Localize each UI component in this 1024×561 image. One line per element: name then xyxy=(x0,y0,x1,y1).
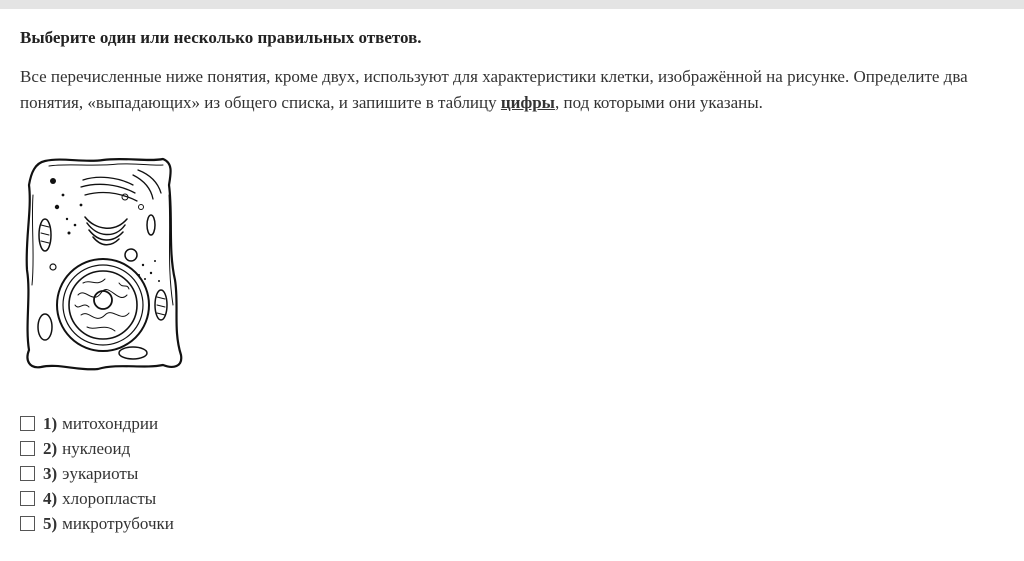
checkbox[interactable] xyxy=(20,466,35,481)
instruction-text: Выберите один или несколько правильных ответов. xyxy=(20,28,422,47)
option-number: 2) xyxy=(43,438,58,458)
question-text-part-2: , под которыми они указаны. xyxy=(554,93,763,112)
answer-options xyxy=(20,411,174,536)
option-label: микротрубочки xyxy=(62,513,174,533)
answer-option-4[interactable] xyxy=(20,486,174,511)
option-label: митохондрии xyxy=(62,413,159,433)
answer-option-2[interactable] xyxy=(20,436,174,461)
option-label: хлоропласты xyxy=(62,488,157,508)
question-text-part-1: Все перечисленные ниже понятия, кроме двух, используют для характеристики клетки, изображённой на рисунке. Определите два понятия, «выпадающих» из общего списка, и запишите в таблицу xyxy=(20,67,968,112)
option-number: 3) xyxy=(43,463,58,483)
option-number: 4) xyxy=(43,488,58,508)
answer-option-5[interactable] xyxy=(20,511,174,536)
checkbox[interactable] xyxy=(20,516,35,531)
checkbox[interactable] xyxy=(20,491,35,506)
answer-option-3[interactable] xyxy=(20,461,174,486)
question-emphasis: цифры xyxy=(500,93,555,112)
question-block xyxy=(20,27,1010,533)
checkbox[interactable] xyxy=(20,441,35,456)
option-number: 1) xyxy=(43,413,58,433)
top-bar xyxy=(0,0,1024,9)
option-number: 5) xyxy=(43,513,58,533)
checkbox[interactable] xyxy=(20,416,35,431)
question-text xyxy=(20,64,1010,116)
option-label: эукариоты xyxy=(62,463,139,483)
option-label: нуклеоид xyxy=(62,438,131,458)
cell-diagram-image xyxy=(23,155,189,371)
answer-option-1[interactable] xyxy=(20,411,174,436)
